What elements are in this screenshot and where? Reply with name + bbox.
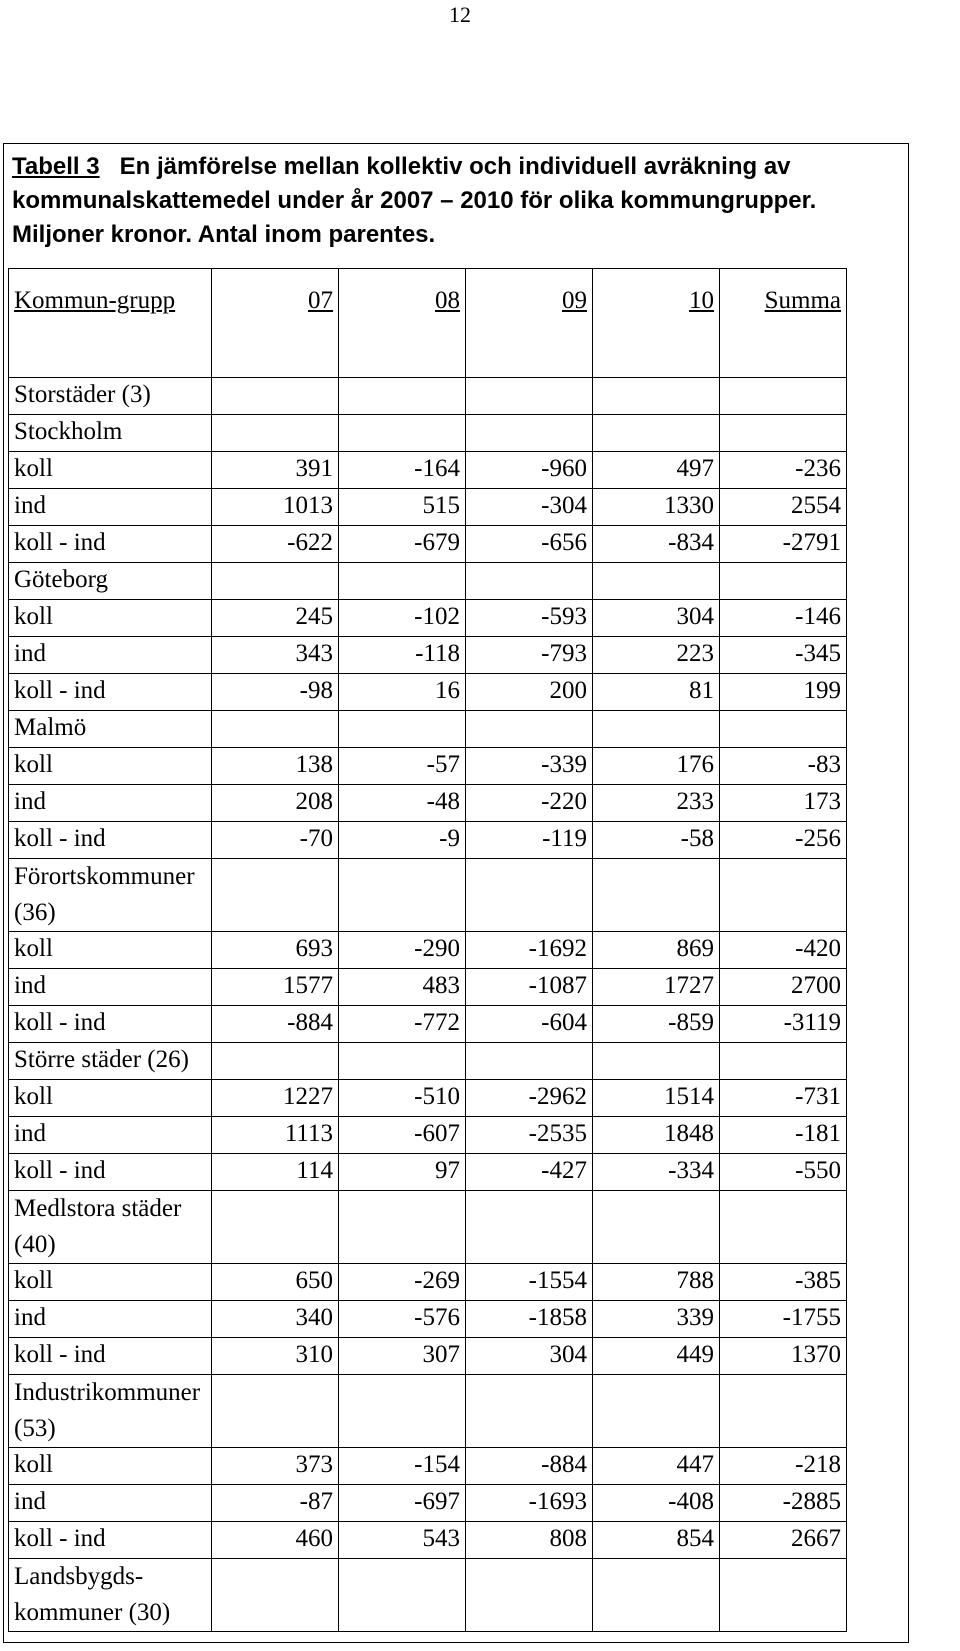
row-label: koll <box>9 1080 212 1117</box>
table-cell <box>466 378 593 415</box>
table-cell <box>339 1191 466 1264</box>
table-cell: 447 <box>593 1448 720 1485</box>
row-label: koll <box>9 1264 212 1301</box>
table-cell: 200 <box>466 674 593 711</box>
table-cell <box>466 1043 593 1080</box>
row-label: ind <box>9 1117 212 1154</box>
row-label: koll <box>9 932 212 969</box>
table-cell <box>593 563 720 600</box>
data-table <box>8 268 847 1632</box>
table-cell: -1755 <box>720 1301 847 1338</box>
table-cell: 340 <box>212 1301 339 1338</box>
row-label: Landsbygds-kommuner (30) <box>9 1559 212 1632</box>
table-cell: 1577 <box>212 969 339 1006</box>
table-row <box>9 1117 847 1154</box>
row-label: ind <box>9 637 212 674</box>
table-cell: -334 <box>593 1154 720 1191</box>
table-cell <box>593 859 720 932</box>
header-cell-group: Kommun-grupp <box>9 269 212 378</box>
table-cell: 788 <box>593 1264 720 1301</box>
table-cell: -164 <box>339 452 466 489</box>
table-cell: 543 <box>339 1522 466 1559</box>
table-cell: 245 <box>212 600 339 637</box>
table-row <box>9 1154 847 1191</box>
table-cell <box>466 415 593 452</box>
row-label: Malmö <box>9 711 212 748</box>
table-cell: 1227 <box>212 1080 339 1117</box>
table-cell: 2700 <box>720 969 847 1006</box>
row-label: Medlstora städer (40) <box>9 1191 212 1264</box>
table-cell: 173 <box>720 785 847 822</box>
row-label: koll <box>9 1448 212 1485</box>
row-label: ind <box>9 1301 212 1338</box>
table-cell: -220 <box>466 785 593 822</box>
table-cell: 208 <box>212 785 339 822</box>
table-row <box>9 452 847 489</box>
table-row <box>9 1006 847 1043</box>
table-cell: 460 <box>212 1522 339 1559</box>
table-cell: -408 <box>593 1485 720 1522</box>
table-cell <box>593 378 720 415</box>
row-label: koll <box>9 600 212 637</box>
table-row <box>9 1375 847 1448</box>
table-cell: -772 <box>339 1006 466 1043</box>
table-row <box>9 415 847 452</box>
table-row <box>9 563 847 600</box>
row-label: Industrikommuner (53) <box>9 1375 212 1448</box>
table-cell: -236 <box>720 452 847 489</box>
table-cell <box>466 563 593 600</box>
table-cell <box>212 378 339 415</box>
table-cell: 97 <box>339 1154 466 1191</box>
table-cell: -550 <box>720 1154 847 1191</box>
table-cell: -884 <box>466 1448 593 1485</box>
table-cell <box>720 1043 847 1080</box>
row-label: koll - ind <box>9 526 212 563</box>
table-cell: -256 <box>720 822 847 859</box>
table-cell <box>339 415 466 452</box>
table-cell: -576 <box>339 1301 466 1338</box>
table-cell <box>720 1191 847 1264</box>
table-cell: 808 <box>466 1522 593 1559</box>
row-label: Stockholm <box>9 415 212 452</box>
table-cell <box>339 859 466 932</box>
table-cell: 1370 <box>720 1338 847 1375</box>
row-label: Storstäder (3) <box>9 378 212 415</box>
table-cell <box>593 1043 720 1080</box>
header-row <box>9 269 847 378</box>
table-cell: 81 <box>593 674 720 711</box>
table-cell: -48 <box>339 785 466 822</box>
table-cell: -427 <box>466 1154 593 1191</box>
table-cell <box>339 1559 466 1632</box>
table-cell <box>339 711 466 748</box>
table-cell: 373 <box>212 1448 339 1485</box>
table-cell: 2554 <box>720 489 847 526</box>
row-label: ind <box>9 1485 212 1522</box>
table-row <box>9 932 847 969</box>
table-cell <box>339 1043 466 1080</box>
table-cell <box>466 859 593 932</box>
table-row <box>9 489 847 526</box>
table-cell: -1692 <box>466 932 593 969</box>
table-cell: -793 <box>466 637 593 674</box>
table-cell: -859 <box>593 1006 720 1043</box>
table-cell: 1330 <box>593 489 720 526</box>
table-cell: 1013 <box>212 489 339 526</box>
table-row <box>9 1301 847 1338</box>
table-cell <box>466 1375 593 1448</box>
table-cell <box>212 859 339 932</box>
table-cell: 854 <box>593 1522 720 1559</box>
table-cell: 233 <box>593 785 720 822</box>
table-cell: 650 <box>212 1264 339 1301</box>
row-label: Förortskommuner (36) <box>9 859 212 932</box>
table-cell: 223 <box>593 637 720 674</box>
table-cell: 304 <box>466 1338 593 1375</box>
table-cell: 693 <box>212 932 339 969</box>
table-cell <box>212 1191 339 1264</box>
table-cell <box>593 711 720 748</box>
table-cell <box>212 1043 339 1080</box>
table-cell <box>212 1559 339 1632</box>
table-cell: 304 <box>593 600 720 637</box>
table-cell <box>466 711 593 748</box>
table-row <box>9 1043 847 1080</box>
table-cell: -154 <box>339 1448 466 1485</box>
row-label: koll - ind <box>9 674 212 711</box>
table-row <box>9 1559 847 1632</box>
table-cell: 1727 <box>593 969 720 1006</box>
table-cell <box>720 415 847 452</box>
table-cell: -2885 <box>720 1485 847 1522</box>
table-cell: -146 <box>720 600 847 637</box>
table-cell: -70 <box>212 822 339 859</box>
table-cell: 2667 <box>720 1522 847 1559</box>
table-cell: -119 <box>466 822 593 859</box>
row-label: koll - ind <box>9 1154 212 1191</box>
table-row <box>9 1338 847 1375</box>
table-cell <box>212 711 339 748</box>
row-label: Större städer (26) <box>9 1043 212 1080</box>
table-cell <box>720 859 847 932</box>
table-row <box>9 748 847 785</box>
table-cell: -1693 <box>466 1485 593 1522</box>
table-cell: -1554 <box>466 1264 593 1301</box>
table-row <box>9 378 847 415</box>
table-cell: -58 <box>593 822 720 859</box>
table-cell: -1087 <box>466 969 593 1006</box>
table-row <box>9 637 847 674</box>
table-cell: -2535 <box>466 1117 593 1154</box>
table-cell: -607 <box>339 1117 466 1154</box>
table-cell: -304 <box>466 489 593 526</box>
table-cell: -385 <box>720 1264 847 1301</box>
row-label: koll - ind <box>9 822 212 859</box>
table-row <box>9 1191 847 1264</box>
table-caption <box>12 150 902 252</box>
header-cell-summa: Summa <box>720 269 847 378</box>
table-cell: -57 <box>339 748 466 785</box>
header-cell-07: 07 <box>212 269 339 378</box>
table-cell: -290 <box>339 932 466 969</box>
row-label: koll - ind <box>9 1522 212 1559</box>
table-cell <box>212 1375 339 1448</box>
table-cell: -622 <box>212 526 339 563</box>
table-cell: 869 <box>593 932 720 969</box>
header-cell-09: 09 <box>466 269 593 378</box>
caption-label: Tabell 3 <box>12 153 100 180</box>
table-cell <box>720 378 847 415</box>
table-row <box>9 526 847 563</box>
row-label: ind <box>9 969 212 1006</box>
table-cell <box>720 711 847 748</box>
table-cell: 1514 <box>593 1080 720 1117</box>
table-row <box>9 1522 847 1559</box>
header-cell-08: 08 <box>339 269 466 378</box>
table-cell <box>466 1191 593 1264</box>
table-cell: 1113 <box>212 1117 339 1154</box>
table-cell: -2962 <box>466 1080 593 1117</box>
table-cell: 310 <box>212 1338 339 1375</box>
table-cell: -2791 <box>720 526 847 563</box>
table-row <box>9 600 847 637</box>
page-number: 12 <box>449 2 471 27</box>
table-cell: 114 <box>212 1154 339 1191</box>
table-row <box>9 1080 847 1117</box>
table-cell: 343 <box>212 637 339 674</box>
table-cell: 16 <box>339 674 466 711</box>
table-cell: -118 <box>339 637 466 674</box>
table-row <box>9 969 847 1006</box>
table-cell: -656 <box>466 526 593 563</box>
row-label: koll - ind <box>9 1006 212 1043</box>
table-cell <box>466 1559 593 1632</box>
table-cell: -269 <box>339 1264 466 1301</box>
table-cell: 483 <box>339 969 466 1006</box>
row-label: Göteborg <box>9 563 212 600</box>
table-cell <box>212 563 339 600</box>
header-cell-10: 10 <box>593 269 720 378</box>
table-cell <box>339 378 466 415</box>
table-cell: -87 <box>212 1485 339 1522</box>
table-cell: -697 <box>339 1485 466 1522</box>
table-cell: -218 <box>720 1448 847 1485</box>
table-cell: 391 <box>212 452 339 489</box>
table-cell: -339 <box>466 748 593 785</box>
table-cell: -1858 <box>466 1301 593 1338</box>
table-row <box>9 674 847 711</box>
table-cell <box>212 415 339 452</box>
table-cell <box>720 1559 847 1632</box>
table-cell: -960 <box>466 452 593 489</box>
table-cell: -834 <box>593 526 720 563</box>
row-label: koll - ind <box>9 1338 212 1375</box>
table-cell: 449 <box>593 1338 720 1375</box>
table-cell: -98 <box>212 674 339 711</box>
table-cell: -510 <box>339 1080 466 1117</box>
table-cell <box>339 1375 466 1448</box>
table-row <box>9 822 847 859</box>
table-cell: 1848 <box>593 1117 720 1154</box>
caption-text: En jämförelse mellan kollektiv och individuell avräkning av kommunalskattemedel under år 2007 – 2010 för olika kommungrupper. Miljoner kronor. Antal inom parentes. <box>12 153 817 248</box>
table-cell <box>593 1191 720 1264</box>
table-cell: -593 <box>466 600 593 637</box>
table-cell: 307 <box>339 1338 466 1375</box>
table-cell: -3119 <box>720 1006 847 1043</box>
table-cell: 199 <box>720 674 847 711</box>
table-cell: -420 <box>720 932 847 969</box>
table-cell: -679 <box>339 526 466 563</box>
row-label: koll <box>9 452 212 489</box>
table-cell: 515 <box>339 489 466 526</box>
table-frame <box>3 143 909 1643</box>
table-cell: -345 <box>720 637 847 674</box>
table-cell <box>720 1375 847 1448</box>
table-cell <box>593 415 720 452</box>
table-cell: -181 <box>720 1117 847 1154</box>
table-cell: -884 <box>212 1006 339 1043</box>
table-cell <box>720 563 847 600</box>
table-row <box>9 711 847 748</box>
table-cell: -604 <box>466 1006 593 1043</box>
table-cell: -731 <box>720 1080 847 1117</box>
table-cell: 497 <box>593 452 720 489</box>
table-cell: 176 <box>593 748 720 785</box>
table-cell: -83 <box>720 748 847 785</box>
table-cell <box>593 1559 720 1632</box>
table-row <box>9 1485 847 1522</box>
row-label: koll <box>9 748 212 785</box>
table-cell: -102 <box>339 600 466 637</box>
table-cell: 138 <box>212 748 339 785</box>
table-row <box>9 785 847 822</box>
row-label: ind <box>9 489 212 526</box>
table-cell <box>339 563 466 600</box>
table-cell <box>593 1375 720 1448</box>
table-row <box>9 1448 847 1485</box>
table-cell: 339 <box>593 1301 720 1338</box>
table-cell: -9 <box>339 822 466 859</box>
row-label: ind <box>9 785 212 822</box>
table-row <box>9 1264 847 1301</box>
table-row <box>9 859 847 932</box>
